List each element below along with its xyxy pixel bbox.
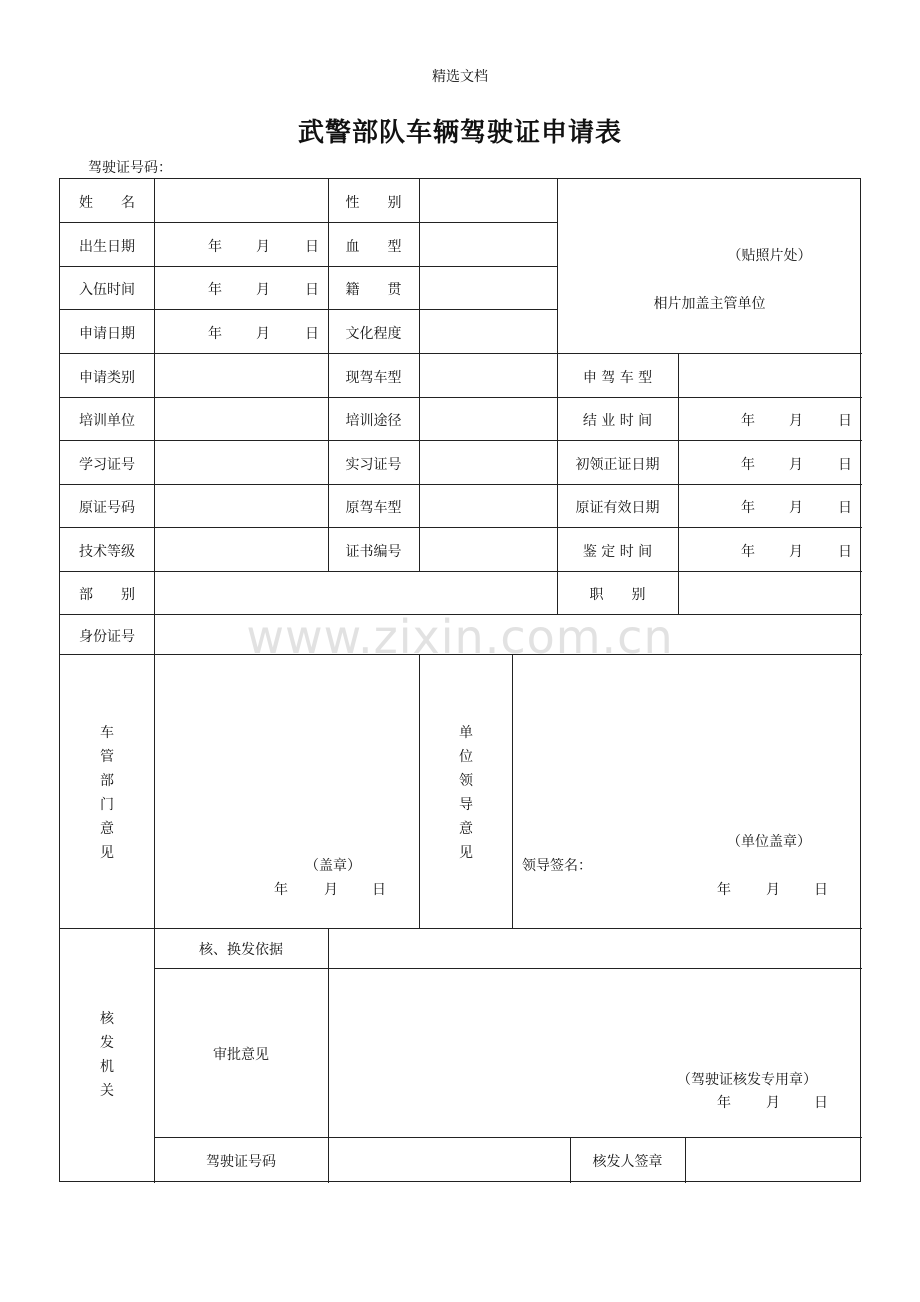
date-month: 月 xyxy=(256,282,270,298)
label-orig-vehicle: 原驾车型 xyxy=(345,500,402,516)
label-department: 部 别 xyxy=(79,587,135,603)
row-line xyxy=(60,527,862,528)
row-line xyxy=(60,353,862,354)
photo-note: 相片加盖主管单位 xyxy=(653,296,766,312)
col-line xyxy=(685,1137,686,1183)
col-line xyxy=(328,928,329,1183)
date-year: 年 xyxy=(274,882,288,898)
date-year: 年 xyxy=(741,457,755,473)
label-tech-grade: 技术等级 xyxy=(79,544,135,560)
row-line xyxy=(154,1137,862,1138)
label-blood-type: 血 型 xyxy=(345,239,402,255)
label-issuer-sign: 核发人签章 xyxy=(592,1154,663,1170)
date-day: 日 xyxy=(838,500,852,516)
label-approval: 审批意见 xyxy=(213,1047,269,1063)
label-orig-valid-date: 原证有效日期 xyxy=(575,500,660,516)
label-first-license-date: 初领正证日期 xyxy=(575,457,660,473)
label-education: 文化程度 xyxy=(345,326,402,342)
col-line xyxy=(419,179,420,571)
label-apply-vehicle: 申 驾 车 型 xyxy=(582,370,653,386)
license-number-label: 驾驶证号码： xyxy=(88,160,172,176)
date-day: 日 xyxy=(305,282,319,298)
label-enlist-time: 入伍时间 xyxy=(79,282,135,298)
leader-sign-label: 领导签名： xyxy=(522,858,592,874)
date-year: 年 xyxy=(208,282,222,298)
row-line xyxy=(60,397,862,398)
label-rank: 职 别 xyxy=(589,587,646,603)
row-line xyxy=(154,968,862,969)
date-month: 月 xyxy=(256,326,270,342)
date-day: 日 xyxy=(305,326,319,342)
row-line xyxy=(60,266,557,267)
date-day: 日 xyxy=(814,882,828,898)
label-native-place: 籍 贯 xyxy=(345,282,402,298)
label-id-no: 身份证号 xyxy=(79,629,135,645)
date-month: 月 xyxy=(789,457,803,473)
date-year: 年 xyxy=(741,413,755,429)
date-year: 年 xyxy=(741,544,755,560)
label-apply-category: 申请类别 xyxy=(79,370,135,386)
label-appraisal-time: 鉴 定 时 间 xyxy=(582,544,653,560)
application-form xyxy=(59,178,861,1182)
date-month: 月 xyxy=(789,413,803,429)
label-license-no: 驾驶证号码 xyxy=(206,1154,276,1170)
label-training-unit: 培训单位 xyxy=(79,413,135,429)
label-cert-no: 证书编号 xyxy=(345,544,402,560)
issue-stamp-label: （驾驶证核发专用章） xyxy=(677,1072,817,1088)
label-issuing-authority: 核 发 机 关 xyxy=(100,1011,114,1099)
label-gender: 性 别 xyxy=(345,195,402,211)
col-line xyxy=(154,179,155,1183)
label-name: 姓 名 xyxy=(79,195,135,211)
date-day: 日 xyxy=(838,457,852,473)
watermark: www.zixin.com.cn xyxy=(246,610,674,664)
col-line xyxy=(678,353,679,614)
date-month: 月 xyxy=(766,882,780,898)
label-graduation-time: 结 业 时 间 xyxy=(582,413,653,429)
row-line xyxy=(60,309,557,310)
date-year: 年 xyxy=(741,500,755,516)
label-basis: 核、换发依据 xyxy=(199,942,283,958)
stamp-label: （盖章） xyxy=(305,858,361,874)
row-line xyxy=(60,222,557,223)
label-training-route: 培训途径 xyxy=(345,413,402,429)
unit-stamp-label: （单位盖章） xyxy=(727,834,811,850)
date-day: 日 xyxy=(838,413,852,429)
date-month: 月 xyxy=(256,239,270,255)
date-year: 年 xyxy=(208,239,222,255)
page-title: 武警部队车辆驾驶证申请表 xyxy=(297,118,622,148)
date-month: 月 xyxy=(789,500,803,516)
col-line xyxy=(512,654,513,928)
date-year: 年 xyxy=(717,1095,731,1111)
label-vehicle-dept: 车 管 部 门 意 见 xyxy=(100,725,114,861)
date-year: 年 xyxy=(208,326,222,342)
label-apply-date: 申请日期 xyxy=(79,326,135,342)
label-study-permit: 学习证号 xyxy=(79,457,135,473)
row-line xyxy=(60,484,862,485)
label-unit-leader: 单 位 领 导 意 见 xyxy=(459,725,473,861)
date-day: 日 xyxy=(372,882,386,898)
date-month: 月 xyxy=(324,882,338,898)
photo-hint: （贴照片处） xyxy=(727,248,812,264)
label-practice-permit: 实习证号 xyxy=(345,457,402,473)
label-birth-date: 出生日期 xyxy=(79,239,135,255)
label-current-vehicle: 现驾车型 xyxy=(345,370,402,386)
col-line xyxy=(419,654,420,928)
row-line xyxy=(60,571,862,572)
date-day: 日 xyxy=(814,1095,828,1111)
date-day: 日 xyxy=(305,239,319,255)
date-month: 月 xyxy=(766,1095,780,1111)
row-line xyxy=(60,440,862,441)
label-orig-license-no: 原证号码 xyxy=(79,500,135,516)
row-line xyxy=(60,928,862,929)
date-year: 年 xyxy=(717,882,731,898)
top-note: 精选文档 xyxy=(432,69,488,85)
date-month: 月 xyxy=(789,544,803,560)
date-day: 日 xyxy=(838,544,852,560)
